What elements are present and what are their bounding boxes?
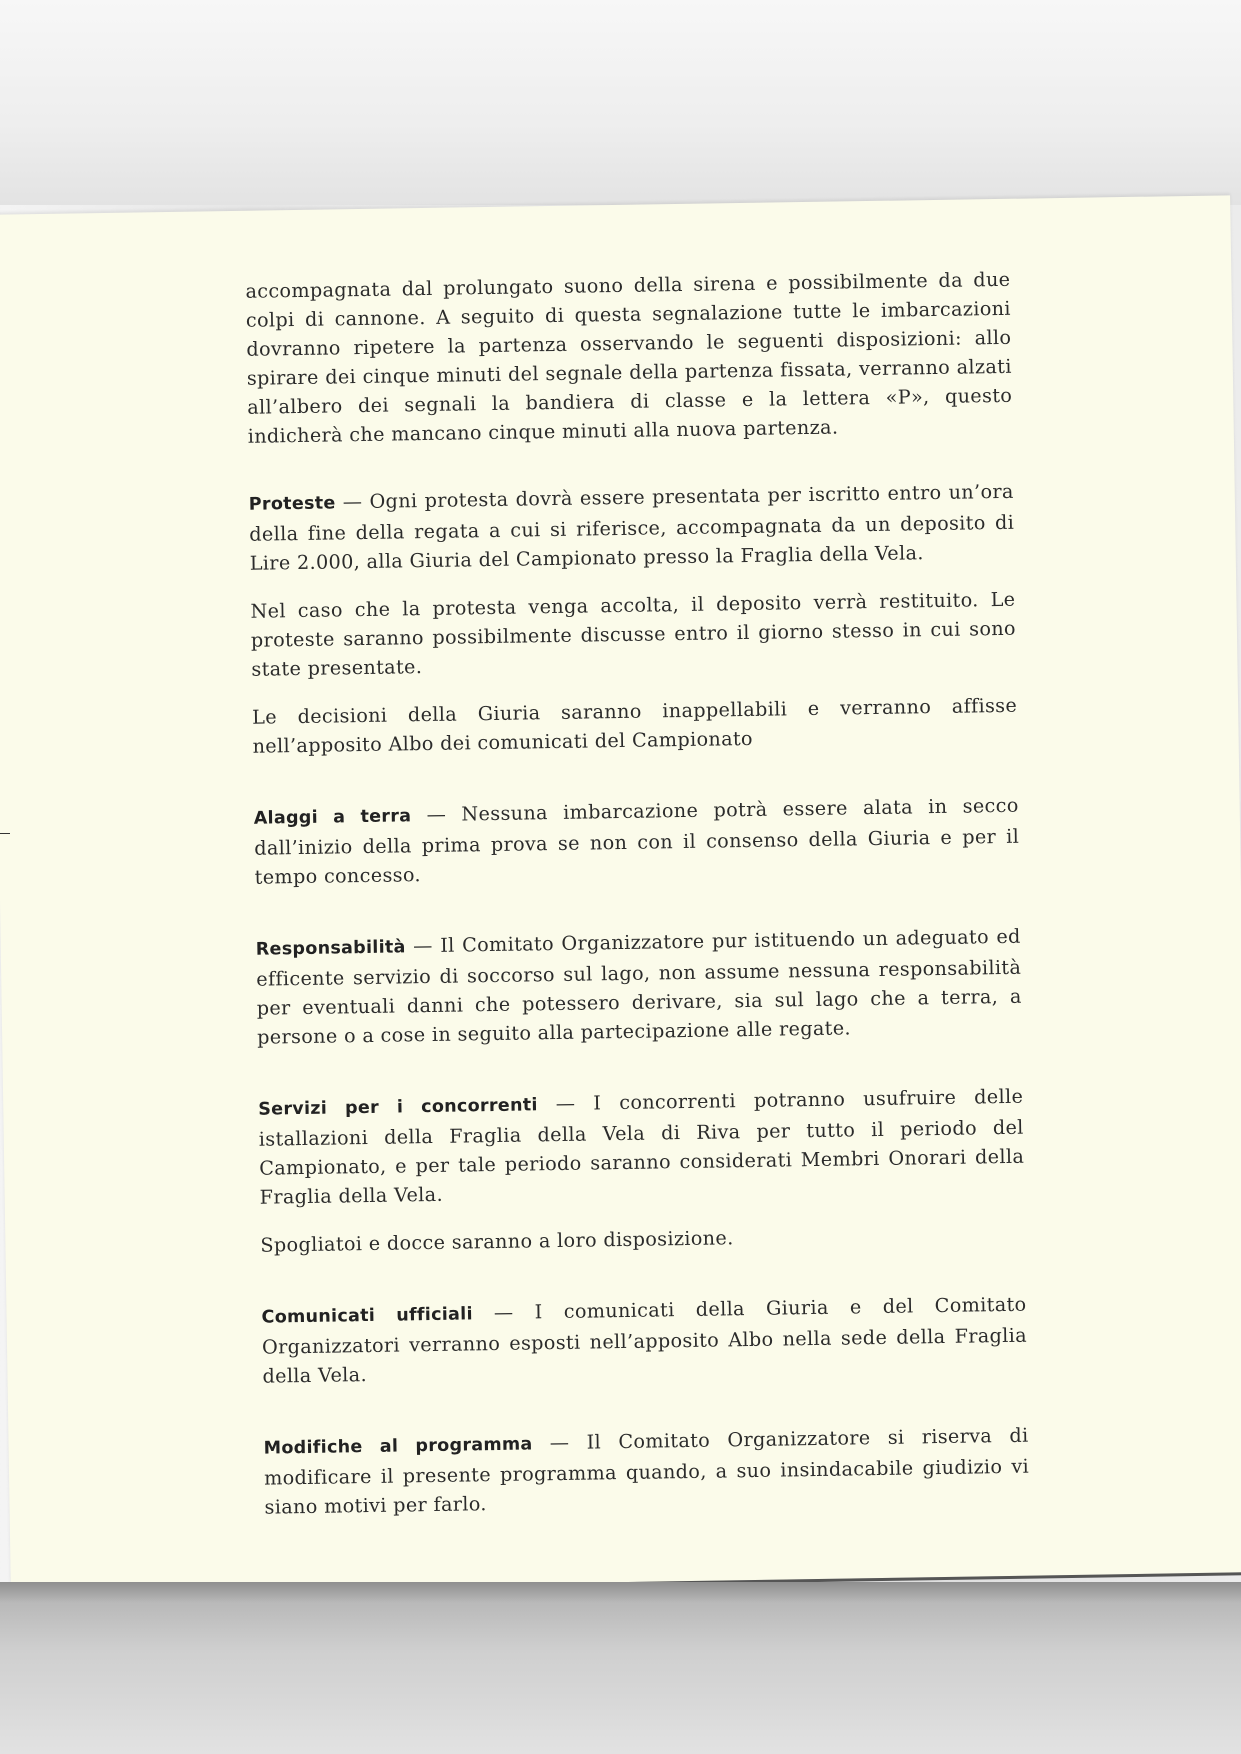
section-comunicati (261, 1290, 1027, 1391)
section-text-modifiche: Il Comitato Organizzatore si riserva di modificare il presente programma quando, a suo insindacabile giudizio vi siano motivi per farlo. (263, 1423, 1030, 1519)
section-heading-responsabilita: Responsabilità (255, 937, 406, 960)
page-content (245, 265, 1029, 1522)
separator-dash: — (342, 490, 363, 514)
section-text-responsabilita: Il Comitato Organizzatore pur istituendo un adeguato ed efficente servizio di soccorso sul lago, non assume nessuna responsabilità per eventuali danni che potessero derivare, sia sul lago che a terra, a persone o a cose in seguito alla partecipazione alle regate. (256, 924, 1022, 1049)
section-responsabilita (256, 922, 1023, 1052)
separator-dash: — (493, 1300, 514, 1325)
section-servizi (258, 1082, 1025, 1212)
section-text-alaggi: Nessuna imbarcazione potrà essere alata in secco dall’inizio della prima prova se non con il consenso della Giuria e per il tempo concesso. (254, 793, 1020, 889)
section-heading-alaggi: Alaggi a terra (253, 806, 412, 829)
separator-dash: — (426, 802, 447, 827)
separator-dash: — (555, 1091, 576, 1116)
section-heading-servizi: Servizi per i concorrenti (258, 1095, 538, 1120)
scan-background-bottom (0, 1582, 1241, 1754)
proteste-paragraph-3: Le decisioni della Giuria saranno inappellabili e verranno affisse nell’apposito Albo dei comunicati del Campionato (251, 693, 1018, 758)
proteste-paragraph-2: Nel caso che la protesta venga accolta, il deposito verrà restituito. Le proteste saranno possibilmente discusse entro il giorno stesso in cui sono state presentate. (250, 587, 1017, 681)
separator-dash: — (549, 1430, 570, 1455)
intro-paragraph: accompagnata dal prolungato suono della sirena e possibilmente da due colpi di cannone. A seguito di questa segnalazione tutte le imbarcazioni dovranno ripetere la partenza osservando le seguenti disposizioni: allo spirare dei cinque minuti del segnale della partenza fissata, verranno alzati all’albero dei segnali la bandiera di classe e la lettera «P», questo indicherà che mancano cinque minuti alla nuova partenza. (245, 267, 1013, 448)
section-alaggi (254, 791, 1020, 892)
scan-background-top (0, 0, 1241, 205)
section-heading-proteste: Proteste (248, 493, 336, 515)
scan-margin-mark (0, 833, 10, 834)
section-heading-modifiche: Modifiche al programma (263, 1434, 533, 1459)
section-proteste (249, 477, 1015, 578)
section-heading-comunicati: Comunicati ufficiali (261, 1304, 473, 1328)
document-page (0, 195, 1241, 1591)
separator-dash: — (412, 933, 433, 958)
section-text-proteste: Ogni protesta dovrà essere presentata per iscritto entro un’ora della fine della regata a cui si riferisce, accompagnata da un deposito di Lire 2.000, alla Giuria del Campionato presso la Fraglia della Vela. (249, 479, 1015, 575)
section-text-comunicati: I comunicati della Giuria e del Comitato Organizzatori verranno esposti nell’apposito Albo nella sede della Fraglia della Vela. (261, 1292, 1028, 1388)
section-modifiche (263, 1421, 1029, 1522)
section-text-servizi: I concorrenti potranno usufruire delle istallazioni della Fraglia della Vela di Riva per tutto il periodo del Campionato, e per tale periodo saranno considerati Membri Onorari della Fraglia della Vela. (258, 1084, 1025, 1209)
servizi-paragraph-2: Spogliatoi e docce saranno a loro disposizione. (260, 1226, 734, 1257)
